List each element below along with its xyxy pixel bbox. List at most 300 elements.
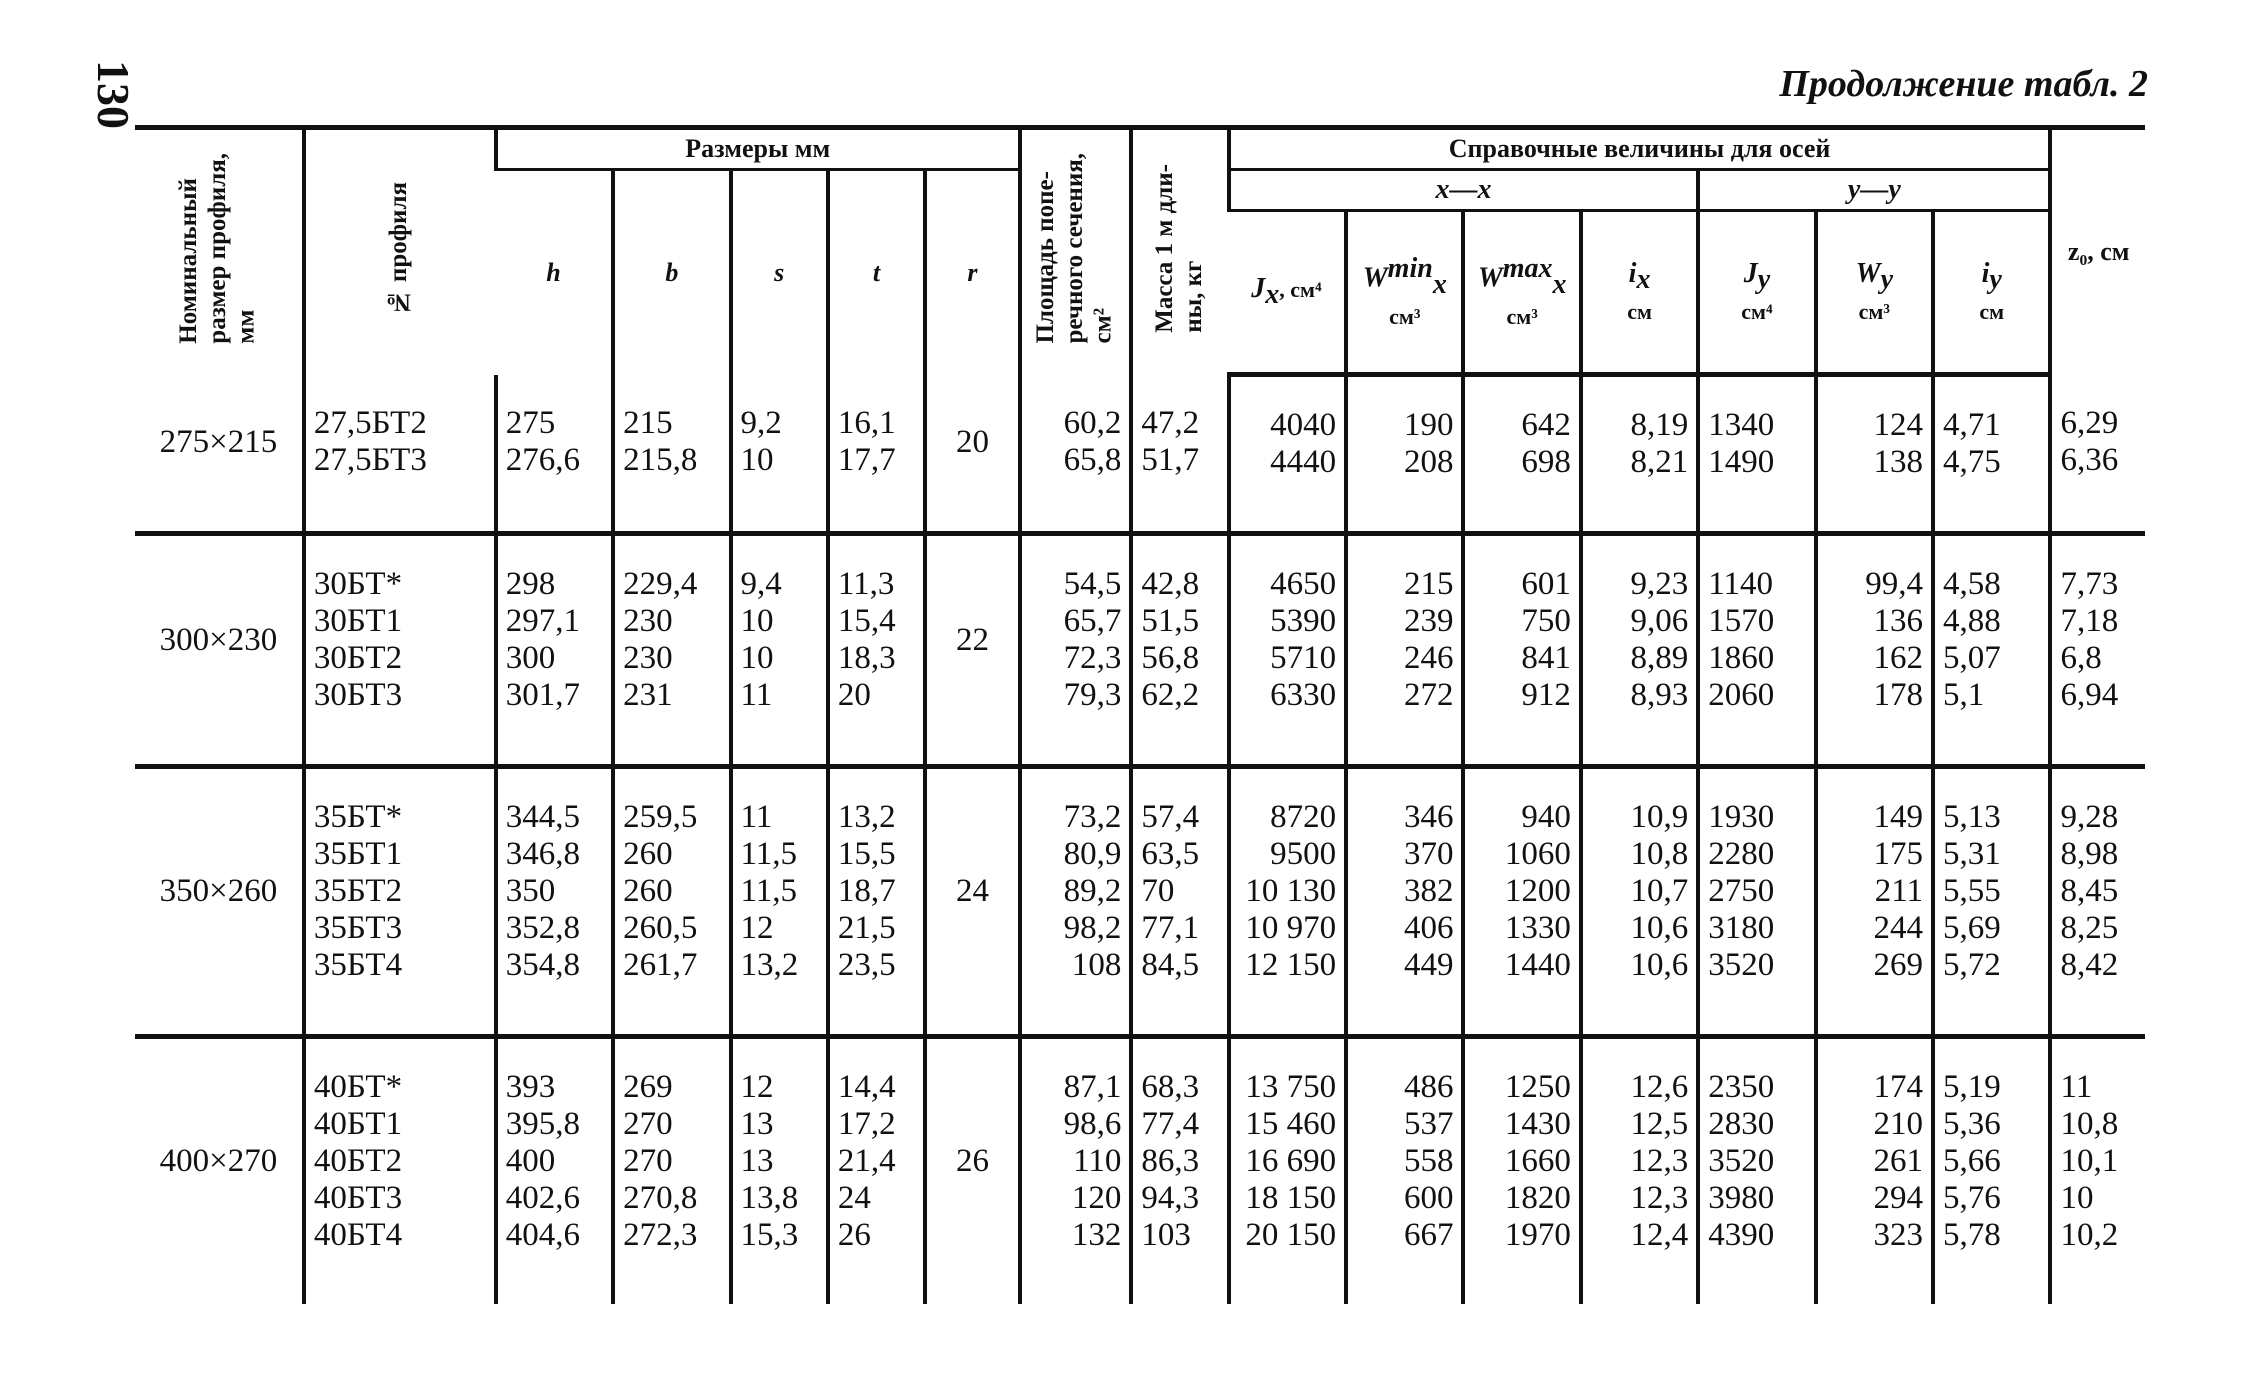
cell-value: 12 150	[1245, 947, 1337, 983]
cell-area	[1020, 534, 1132, 767]
cell-value: 276,6	[505, 441, 580, 478]
cell-mass	[1131, 375, 1228, 534]
cell-value: 298	[505, 566, 556, 602]
cell-wy	[1816, 767, 1933, 1037]
cell-value: 5,72	[1943, 947, 2001, 983]
cell-value: 667	[1403, 1217, 1454, 1253]
cell-jx	[1229, 767, 1346, 1037]
cell-value: 404,6	[505, 1217, 580, 1253]
header-dimensions-group: Размеры мм	[496, 128, 1020, 170]
cell-value: 239	[1403, 603, 1454, 639]
cell-value: 601	[1521, 566, 1571, 602]
cell-value: 400	[505, 1143, 556, 1179]
cell-value: 3520	[1708, 1143, 1775, 1179]
cell-value: 10	[740, 603, 774, 639]
cell-value: 13 750	[1245, 1069, 1337, 1105]
cell-r: 22	[925, 534, 1019, 767]
cell-wxmax	[1463, 767, 1580, 1037]
cell-value: 1970	[1504, 1217, 1571, 1253]
cell-area	[1020, 375, 1132, 534]
cell-wxmin	[1346, 375, 1463, 534]
table-body	[135, 375, 2145, 1305]
cell-value: 1490	[1708, 444, 1775, 480]
cell-value: 4390	[1708, 1217, 1775, 1253]
cell-value: 10,6	[1630, 947, 1689, 983]
cell-value: 208	[1403, 444, 1454, 480]
cell-value: 27,5БТ3	[313, 441, 427, 478]
header-jy: $J_y$ см⁴	[1698, 211, 1815, 375]
header-wy: $W_y$ см³	[1816, 211, 1933, 375]
header-axis-xx: x—x	[1229, 170, 1699, 211]
cell-value: 120	[1071, 1180, 1122, 1216]
cell-value: 940	[1521, 799, 1571, 835]
header-r: r	[925, 170, 1019, 375]
cell-value: 11	[740, 799, 773, 835]
cell-value: 5,31	[1943, 836, 2001, 872]
cell-z0	[2050, 534, 2145, 767]
cell-value: 18 150	[1245, 1180, 1337, 1216]
cell-value: 1330	[1504, 910, 1571, 946]
cell-value: 12,4	[1630, 1217, 1689, 1253]
cell-value: 10,7	[1630, 873, 1689, 909]
cell-ix	[1581, 375, 1698, 534]
cell-value: 2350	[1708, 1069, 1775, 1105]
cell-value: 21,4	[837, 1143, 896, 1179]
cell-value: 138	[1873, 444, 1924, 480]
nominal-size-cell: 350×260	[135, 767, 304, 1037]
cell-value: 449	[1403, 947, 1454, 983]
cell-value: 35БТ3	[313, 910, 403, 946]
table-row-group	[135, 534, 2145, 767]
cell-value: 56,8	[1141, 640, 1200, 676]
cell-b	[613, 375, 730, 534]
cell-wxmin	[1346, 767, 1463, 1037]
cell-value: 62,2	[1141, 677, 1200, 713]
cell-value: 10 970	[1245, 910, 1337, 946]
cell-value: 11	[740, 677, 773, 713]
cell-value: 323	[1873, 1217, 1924, 1253]
cell-value: 215	[1403, 566, 1454, 602]
cell-z0	[2050, 767, 2145, 1037]
cell-value: 5,55	[1943, 873, 2001, 909]
cell-value: 5,78	[1943, 1217, 2001, 1253]
cell-value: 11,3	[837, 566, 895, 602]
cell-value: 246	[1403, 640, 1454, 676]
cell-value: 9,23	[1630, 566, 1689, 602]
header-profile-number: № профиля	[304, 128, 496, 375]
cell-value: 23,5	[837, 947, 896, 983]
cell-value: 98,2	[1063, 910, 1122, 946]
header-mass: Масса 1 м дли- ны, кг	[1131, 128, 1228, 375]
cell-value: 30БТ1	[313, 603, 403, 639]
cell-value: 12,6	[1630, 1069, 1689, 1105]
cell-s	[731, 1037, 828, 1305]
cell-value: 35БТ2	[313, 873, 403, 909]
cell-value: 47,2	[1141, 404, 1200, 441]
cell-value: 4,58	[1943, 566, 2001, 602]
cell-value: 5,19	[1943, 1069, 2001, 1105]
cell-value: 8,89	[1630, 640, 1689, 676]
cell-value: 13,2	[740, 947, 799, 983]
cell-value: 16,1	[837, 404, 896, 441]
cell-value: 136	[1873, 603, 1924, 639]
cell-value: 13,2	[837, 799, 896, 835]
cell-value: 8,25	[2060, 910, 2119, 946]
cell-value: 4,71	[1943, 407, 2001, 443]
cell-value: 65,7	[1063, 603, 1122, 639]
cell-value: 294	[1873, 1180, 1924, 1216]
cell-jy	[1698, 1037, 1815, 1305]
cell-value: 149	[1873, 799, 1924, 835]
cell-value: 558	[1403, 1143, 1454, 1179]
cell-value: 40БТ4	[313, 1217, 403, 1253]
cell-value: 300	[505, 640, 556, 676]
cell-value: 178	[1873, 677, 1924, 713]
header-jx: $J_x$, см⁴	[1229, 211, 1346, 375]
cell-value: 12	[740, 1069, 774, 1105]
cell-value: 1660	[1504, 1143, 1571, 1179]
table-header	[135, 128, 2145, 375]
cell-value: 84,5	[1141, 947, 1200, 983]
cell-value: 8,45	[2060, 873, 2119, 909]
cell-value: 5,13	[1943, 799, 2001, 835]
cell-value: 63,5	[1141, 836, 1200, 872]
header-wx-max: $W^{max}_x$ см³	[1463, 211, 1580, 375]
cell-ix	[1581, 1037, 1698, 1305]
cell-value: 1340	[1708, 407, 1775, 443]
cell-value: 21,5	[837, 910, 896, 946]
cell-wy	[1816, 375, 1933, 534]
cell-value: 4040	[1270, 407, 1337, 443]
cell-s	[731, 534, 828, 767]
cell-value: 244	[1873, 910, 1924, 946]
cell-value: 259,5	[623, 799, 698, 835]
cell-value: 17,7	[837, 441, 896, 478]
cell-value: 40БТ2	[313, 1143, 403, 1179]
cell-value: 65,8	[1063, 441, 1122, 478]
cell-area	[1020, 1037, 1132, 1305]
cell-value: 7,18	[2060, 603, 2119, 639]
cell-value: 10	[2060, 1180, 2094, 1216]
cell-wxmax	[1463, 1037, 1580, 1305]
cell-value: 11,5	[740, 836, 798, 872]
cell-value: 10,6	[1630, 910, 1689, 946]
cell-value: 260	[623, 836, 673, 872]
cell-value: 35БТ1	[313, 836, 403, 872]
cell-value: 94,3	[1141, 1180, 1200, 1216]
cell-value: 18,3	[837, 640, 896, 676]
cell-value: 10,1	[2060, 1143, 2119, 1179]
cell-value: 2830	[1708, 1106, 1775, 1142]
cell-value: 6,36	[2060, 441, 2119, 478]
cell-value: 175	[1873, 836, 1924, 872]
cell-value: 272,3	[623, 1217, 698, 1253]
cell-value: 841	[1521, 640, 1571, 676]
cell-value: 6,94	[2060, 677, 2119, 713]
cell-value: 346	[1403, 799, 1454, 835]
cell-value: 215	[623, 404, 673, 441]
cell-value: 190	[1403, 407, 1454, 443]
cell-value: 406	[1403, 910, 1454, 946]
header-h: h	[546, 257, 561, 287]
cell-value: 301,7	[505, 677, 580, 713]
cell-value: 395,8	[505, 1106, 580, 1142]
header-ix: $i_x$ см	[1581, 211, 1698, 375]
cell-value: 350	[505, 873, 556, 909]
cell-value: 8,21	[1630, 444, 1689, 480]
cell-z0	[2050, 375, 2145, 534]
cell-value: 346,8	[505, 836, 580, 872]
cell-value: 393	[505, 1069, 556, 1105]
header-area: Площадь попе- речного сечения, см²	[1020, 128, 1132, 375]
cell-value: 698	[1521, 444, 1571, 480]
table-row-group	[135, 767, 2145, 1037]
cell-value: 79,3	[1063, 677, 1122, 713]
cell-value: 40БТ3	[313, 1180, 403, 1216]
cell-value: 211	[1874, 873, 1924, 909]
cell-value: 8,42	[2060, 947, 2119, 983]
cell-value: 2750	[1708, 873, 1775, 909]
cell-jy	[1698, 375, 1815, 534]
header-t: t	[828, 170, 925, 375]
cell-t	[828, 375, 925, 534]
cell-value: 4,75	[1943, 444, 2001, 480]
cell-value: 13	[740, 1143, 774, 1179]
cell-value: 7,73	[2060, 566, 2119, 602]
cell-value: 99,4	[1865, 566, 1924, 602]
cell-jy	[1698, 534, 1815, 767]
cell-value: 162	[1873, 640, 1924, 676]
cell-value: 486	[1403, 1069, 1454, 1105]
cell-value: 40БТ1	[313, 1106, 403, 1142]
cell-value: 42,8	[1141, 566, 1200, 602]
cell-value: 5,07	[1943, 640, 2001, 676]
cell-value: 35БТ*	[313, 799, 403, 835]
cell-value: 80,9	[1063, 836, 1122, 872]
cell-value: 1250	[1504, 1069, 1571, 1105]
cell-r: 20	[925, 375, 1019, 534]
cell-t	[828, 1037, 925, 1305]
profile-spec-table	[135, 125, 2145, 1304]
cell-value: 537	[1403, 1106, 1454, 1142]
cell-value: 4650	[1270, 566, 1337, 602]
cell-value: 72,3	[1063, 640, 1122, 676]
cell-value: 210	[1873, 1106, 1924, 1142]
cell-value: 9,4	[740, 566, 782, 602]
cell-value: 30БТ3	[313, 677, 403, 713]
cell-value: 5,1	[1943, 677, 1985, 713]
cell-value: 1820	[1504, 1180, 1571, 1216]
cell-h	[496, 1037, 613, 1305]
cell-ix	[1581, 767, 1698, 1037]
cell-value: 54,5	[1063, 566, 1122, 602]
cell-profile	[304, 375, 496, 534]
header-axis-yy: y—y	[1698, 170, 2050, 211]
cell-h	[496, 534, 613, 767]
cell-value: 132	[1071, 1217, 1122, 1253]
cell-value: 261,7	[623, 947, 698, 983]
cell-value: 230	[623, 640, 673, 676]
cell-value: 108	[1071, 947, 1122, 983]
cell-value: 354,8	[505, 947, 580, 983]
cell-value: 270	[623, 1106, 673, 1142]
cell-t	[828, 534, 925, 767]
cell-value: 6330	[1270, 677, 1337, 713]
header-nominal-size: Номинальный размер профиля, мм	[135, 128, 304, 375]
cell-wxmin	[1346, 1037, 1463, 1305]
cell-value: 231	[623, 677, 673, 713]
cell-value: 18,7	[837, 873, 896, 909]
cell-ix	[1581, 534, 1698, 767]
cell-value: 30БТ*	[313, 566, 403, 602]
cell-value: 27,5БТ2	[313, 404, 427, 441]
cell-value: 215,8	[623, 441, 698, 478]
cell-iy	[1933, 534, 2050, 767]
cell-value: 24	[837, 1180, 871, 1216]
cell-value: 9500	[1270, 836, 1337, 872]
cell-value: 750	[1521, 603, 1571, 639]
cell-wxmax	[1463, 534, 1580, 767]
cell-value: 86,3	[1141, 1143, 1200, 1179]
cell-value: 270,8	[623, 1180, 698, 1216]
cell-value: 11,5	[740, 873, 798, 909]
cell-value: 20	[837, 677, 871, 713]
cell-value: 352,8	[505, 910, 580, 946]
cell-value: 30БТ2	[313, 640, 403, 676]
cell-value: 3180	[1708, 910, 1775, 946]
nominal-size-cell: 300×230	[135, 534, 304, 767]
cell-r: 24	[925, 767, 1019, 1037]
cell-value: 10,9	[1630, 799, 1689, 835]
cell-value: 15,3	[740, 1217, 799, 1253]
cell-value: 269	[1873, 947, 1924, 983]
cell-value: 77,1	[1141, 910, 1200, 946]
cell-value: 642	[1521, 407, 1571, 443]
cell-value: 402,6	[505, 1180, 580, 1216]
cell-value: 57,4	[1141, 799, 1200, 835]
cell-value: 10,8	[2060, 1106, 2119, 1142]
header-s: s	[731, 170, 828, 375]
nominal-size-cell: 400×270	[159, 1143, 278, 1179]
cell-s	[731, 767, 828, 1037]
cell-value: 87,1	[1063, 1069, 1122, 1105]
cell-value: 12,5	[1630, 1106, 1689, 1142]
header-z0: z₀, см	[2050, 128, 2145, 375]
cell-jx	[1229, 1037, 1346, 1305]
cell-s	[731, 375, 828, 534]
cell-iy	[1933, 767, 2050, 1037]
cell-value: 10	[740, 441, 774, 478]
cell-value: 270	[623, 1143, 673, 1179]
cell-value: 6,29	[2060, 404, 2119, 441]
cell-value: 60,2	[1063, 404, 1122, 441]
cell-value: 5390	[1270, 603, 1337, 639]
cell-value: 1200	[1504, 873, 1571, 909]
cell-value: 1430	[1504, 1106, 1571, 1142]
cell-value: 35БТ4	[313, 947, 403, 983]
cell-mass	[1131, 767, 1228, 1037]
cell-value: 5,69	[1943, 910, 2001, 946]
cell-z0	[2050, 1037, 2145, 1305]
header-wx-min: $W^{min}_x$ см³	[1346, 211, 1463, 375]
cell-value: 9,06	[1630, 603, 1689, 639]
cell-value: 124	[1873, 407, 1924, 443]
header-b: b	[613, 170, 730, 375]
cell-b	[613, 767, 730, 1037]
cell-value: 174	[1873, 1069, 1924, 1105]
cell-value: 6,8	[2060, 640, 2102, 676]
cell-b	[613, 1037, 730, 1305]
cell-mass	[1131, 1037, 1228, 1305]
cell-value: 110	[1073, 1143, 1122, 1179]
cell-t	[828, 767, 925, 1037]
table-continuation-caption: Продолжение табл. 2	[1779, 63, 2148, 105]
header-iy: $i_y$ см	[1933, 211, 2050, 375]
cell-value: 68,3	[1141, 1069, 1200, 1105]
cell-wy	[1816, 534, 1933, 767]
cell-value: 103	[1141, 1217, 1191, 1253]
cell-wxmax	[1463, 375, 1580, 534]
cell-wy	[1816, 1037, 1933, 1305]
cell-value: 297,1	[505, 603, 580, 639]
cell-value: 73,2	[1063, 799, 1122, 835]
cell-value: 9,28	[2060, 799, 2119, 835]
cell-area	[1020, 767, 1132, 1037]
cell-value: 912	[1521, 677, 1571, 713]
cell-profile	[304, 1037, 496, 1305]
cell-b	[613, 534, 730, 767]
cell-value: 77,4	[1141, 1106, 1200, 1142]
cell-value: 98,6	[1063, 1106, 1122, 1142]
cell-value: 13	[740, 1106, 774, 1142]
cell-value: 8,98	[2060, 836, 2119, 872]
cell-value: 10	[740, 640, 774, 676]
cell-value: 3520	[1708, 947, 1775, 983]
cell-value: 15,4	[837, 603, 896, 639]
cell-value: 1060	[1504, 836, 1571, 872]
cell-value: 2060	[1708, 677, 1775, 713]
cell-value: 15 460	[1245, 1106, 1337, 1142]
cell-iy	[1933, 1037, 2050, 1305]
cell-value: 269	[623, 1069, 673, 1105]
cell-value: 9,2	[740, 404, 782, 441]
cell-value: 10 130	[1245, 873, 1337, 909]
cell-value: 14,4	[837, 1069, 896, 1105]
table-row-group	[135, 375, 2145, 534]
cell-value: 3980	[1708, 1180, 1775, 1216]
cell-value: 40БТ*	[313, 1069, 403, 1105]
cell-value: 10,2	[2060, 1217, 2119, 1253]
cell-value: 12	[740, 910, 774, 946]
cell-value: 17,2	[837, 1106, 896, 1142]
cell-value: 8,93	[1630, 677, 1689, 713]
page-number: 130	[88, 60, 139, 129]
cell-h	[496, 375, 613, 534]
cell-value: 1570	[1708, 603, 1775, 639]
cell-value: 260	[623, 873, 673, 909]
cell-value: 5,36	[1943, 1106, 2001, 1142]
cell-value: 344,5	[505, 799, 580, 835]
cell-value: 13,8	[740, 1180, 799, 1216]
cell-value: 1930	[1708, 799, 1775, 835]
cell-value: 370	[1403, 836, 1454, 872]
cell-jx	[1229, 375, 1346, 534]
cell-value: 70	[1141, 873, 1175, 909]
table-row-group	[135, 1037, 2145, 1305]
cell-mass	[1131, 534, 1228, 767]
cell-jx	[1229, 534, 1346, 767]
cell-value: 382	[1403, 873, 1454, 909]
